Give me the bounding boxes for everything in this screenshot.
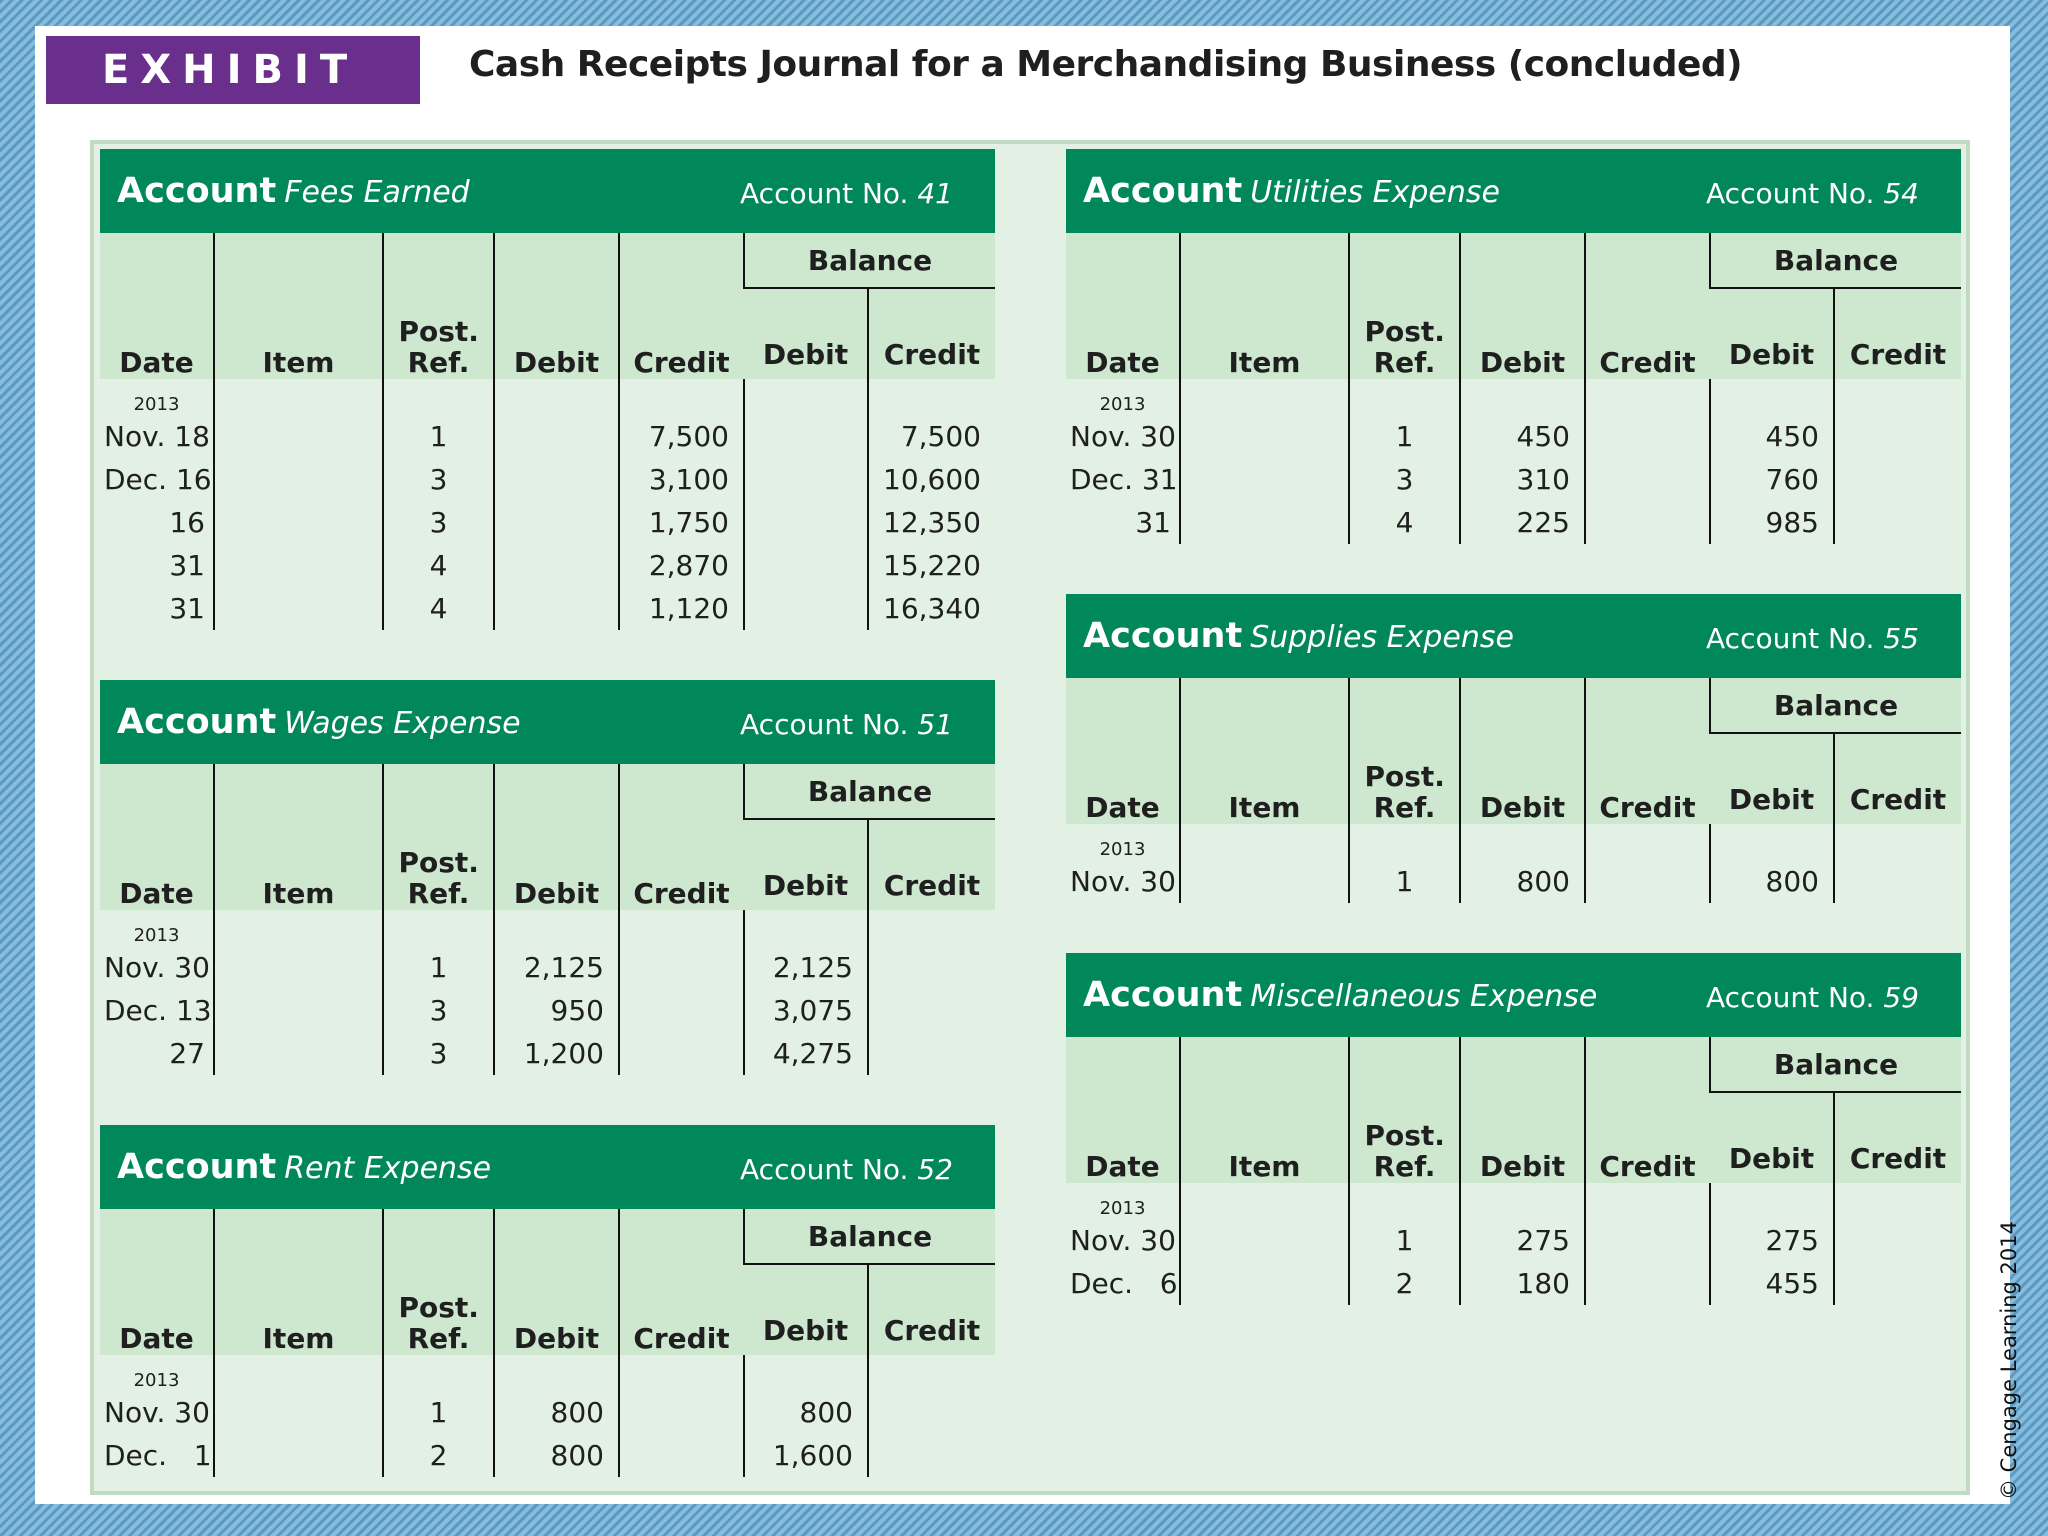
cell-debit: 800 — [1460, 860, 1585, 903]
cell-item — [214, 458, 383, 501]
exhibit-badge: EXHIBIT 5 — [46, 36, 420, 104]
ledger-account-51 — [100, 680, 995, 1075]
empty-cell — [1834, 379, 1961, 415]
col-item: Item — [214, 233, 383, 379]
cell-date: Nov. 30 — [104, 1396, 210, 1429]
empty-cell — [494, 379, 619, 415]
cell-item — [1180, 458, 1349, 501]
cell-item — [214, 1391, 383, 1434]
table-row — [1066, 860, 1961, 903]
col-date: Date — [100, 233, 214, 379]
cell-debit — [494, 501, 619, 544]
col-item: Item — [214, 1209, 383, 1355]
cell-post-ref: 2 — [1349, 1262, 1460, 1305]
cell-bal-debit: 4,275 — [744, 1032, 868, 1075]
cell-bal-credit — [868, 1391, 995, 1434]
account-number — [740, 177, 953, 210]
table-row — [100, 458, 995, 501]
cell-credit — [1585, 1262, 1710, 1305]
account-number-label: Account No. — [740, 708, 909, 741]
col-date: Date — [1066, 678, 1180, 824]
cell-bal-debit: 3,075 — [744, 989, 868, 1032]
cell-item — [1180, 415, 1349, 458]
empty-cell — [619, 910, 744, 946]
empty-cell — [1180, 824, 1349, 860]
empty-cell — [1834, 1183, 1961, 1219]
account-name: Supplies Expense — [1250, 620, 1514, 655]
col-item: Item — [1180, 678, 1349, 824]
ledger-header — [1066, 149, 1961, 233]
cell-debit: 450 — [1460, 415, 1585, 458]
account-name: Rent Expense — [284, 1151, 492, 1186]
empty-cell — [1460, 1183, 1585, 1219]
empty-cell — [868, 1355, 995, 1391]
col-balance-credit: Credit — [868, 819, 995, 910]
empty-cell — [1349, 1183, 1460, 1219]
ledger-title — [117, 702, 521, 742]
cell-date: Dec. 1 — [104, 1439, 212, 1472]
cell-post-ref: 3 — [383, 458, 494, 501]
empty-cell — [744, 379, 868, 415]
account-label: Account — [1083, 171, 1243, 211]
cell-bal-debit — [744, 587, 868, 630]
ledger-table — [100, 1209, 995, 1477]
cell-date: Nov. 30 — [1070, 865, 1176, 898]
cell-item — [214, 1032, 383, 1075]
empty-cell — [1180, 1183, 1349, 1219]
cell-bal-credit — [868, 989, 995, 1032]
account-number-label: Account No. — [740, 177, 909, 210]
cell-item — [214, 544, 383, 587]
cell-date: 31 — [1135, 506, 1171, 539]
cell-post-ref: 4 — [1349, 501, 1460, 544]
col-balance: Balance — [744, 233, 995, 288]
ledger-table — [1066, 1037, 1961, 1305]
account-number — [740, 708, 953, 741]
cell-bal-debit — [744, 458, 868, 501]
cell-credit — [1585, 860, 1710, 903]
year-row — [100, 379, 995, 415]
cell-debit: 180 — [1460, 1262, 1585, 1305]
account-number-label: Account No. — [1706, 981, 1875, 1014]
cell-bal-credit: 10,600 — [868, 458, 995, 501]
account-name: Utilities Expense — [1250, 175, 1500, 210]
empty-cell — [494, 910, 619, 946]
empty-cell — [1710, 1183, 1834, 1219]
empty-cell — [744, 910, 868, 946]
cell-bal-credit — [868, 1434, 995, 1477]
col-item: Item — [214, 764, 383, 910]
cell-post-ref: 4 — [383, 587, 494, 630]
empty-cell — [383, 1355, 494, 1391]
empty-cell — [1585, 1183, 1710, 1219]
post-ref-label: Post. Ref. — [1364, 315, 1445, 379]
empty-cell — [868, 379, 995, 415]
cell-bal-debit: 760 — [1710, 458, 1834, 501]
cell-date: Dec. 6 — [1070, 1267, 1178, 1300]
cell-debit: 275 — [1460, 1219, 1585, 1262]
empty-cell — [1585, 379, 1710, 415]
col-debit: Debit — [1460, 233, 1585, 379]
ledger-account-54 — [1066, 149, 1961, 544]
cell-credit — [1585, 501, 1710, 544]
empty-cell — [744, 1355, 868, 1391]
cell-item — [214, 501, 383, 544]
empty-cell — [1834, 824, 1961, 860]
account-number — [1706, 981, 1919, 1014]
cell-debit: 950 — [494, 989, 619, 1032]
table-row — [1066, 458, 1961, 501]
col-balance-credit: Credit — [1834, 733, 1961, 824]
cell-date: 16 — [169, 506, 205, 539]
cell-bal-debit — [744, 544, 868, 587]
account-number-value: 51 — [917, 708, 953, 741]
cell-date: Nov. 30 — [1070, 1224, 1176, 1257]
cell-debit — [494, 544, 619, 587]
col-credit: Credit — [619, 764, 744, 910]
empty-cell — [214, 379, 383, 415]
account-number — [1706, 177, 1919, 210]
cell-credit — [1585, 1219, 1710, 1262]
cell-date: Nov. 30 — [1070, 420, 1176, 453]
year-cell: 2013 — [1099, 394, 1146, 415]
cell-item — [214, 587, 383, 630]
col-date: Date — [1066, 233, 1180, 379]
col-post-ref — [383, 764, 494, 910]
cell-bal-credit — [1834, 860, 1961, 903]
ledger-account-41 — [100, 149, 995, 630]
col-credit: Credit — [1585, 1037, 1710, 1183]
table-row — [100, 501, 995, 544]
year-cell: 2013 — [1099, 839, 1146, 860]
table-row — [100, 1032, 995, 1075]
cell-post-ref: 3 — [1349, 458, 1460, 501]
year-cell: 2013 — [133, 925, 180, 946]
cell-bal-credit: 7,500 — [868, 415, 995, 458]
cell-post-ref: 1 — [383, 946, 494, 989]
account-name: Miscellaneous Expense — [1250, 979, 1598, 1014]
cell-bal-debit: 2,125 — [744, 946, 868, 989]
cell-bal-debit: 985 — [1710, 501, 1834, 544]
empty-cell — [214, 1355, 383, 1391]
col-balance: Balance — [1710, 233, 1961, 288]
cell-debit: 800 — [494, 1434, 619, 1477]
cell-post-ref: 1 — [1349, 415, 1460, 458]
ledger-title — [117, 171, 470, 211]
account-label: Account — [117, 1147, 277, 1187]
ledger-table — [1066, 678, 1961, 903]
year-cell: 2013 — [133, 1370, 180, 1391]
cell-item — [1180, 860, 1349, 903]
col-post-ref — [1349, 678, 1460, 824]
col-debit: Debit — [1460, 1037, 1585, 1183]
account-label: Account — [117, 702, 277, 742]
col-post-ref — [1349, 1037, 1460, 1183]
empty-cell — [1349, 824, 1460, 860]
ledger-account-59 — [1066, 953, 1961, 1305]
table-row — [1066, 415, 1961, 458]
account-number — [740, 1153, 953, 1186]
cell-date: Nov. 30 — [104, 951, 210, 984]
year-row — [1066, 824, 1961, 860]
account-number-value: 54 — [1883, 177, 1919, 210]
account-number-value: 55 — [1883, 622, 1919, 655]
cell-post-ref: 2 — [383, 1434, 494, 1477]
cell-item — [214, 946, 383, 989]
col-balance-debit: Debit — [1710, 288, 1834, 379]
table-row — [1066, 1262, 1961, 1305]
cell-post-ref: 3 — [383, 989, 494, 1032]
cell-debit: 225 — [1460, 501, 1585, 544]
cell-post-ref: 1 — [383, 415, 494, 458]
cell-debit — [494, 587, 619, 630]
col-balance-debit: Debit — [744, 819, 868, 910]
col-balance-credit: Credit — [868, 288, 995, 379]
account-label: Account — [1083, 975, 1243, 1015]
col-balance-debit: Debit — [1710, 1092, 1834, 1183]
cell-bal-credit — [1834, 1262, 1961, 1305]
account-number — [1706, 622, 1919, 655]
empty-cell — [383, 910, 494, 946]
col-post-ref — [383, 233, 494, 379]
cell-bal-debit: 455 — [1710, 1262, 1834, 1305]
empty-cell — [1180, 379, 1349, 415]
ledger-table — [100, 764, 995, 1075]
empty-cell — [383, 379, 494, 415]
cell-bal-credit: 12,350 — [868, 501, 995, 544]
cell-bal-debit — [744, 501, 868, 544]
cell-bal-debit: 1,600 — [744, 1434, 868, 1477]
cell-post-ref: 3 — [383, 501, 494, 544]
col-balance: Balance — [1710, 1037, 1961, 1092]
col-balance-credit: Credit — [1834, 1092, 1961, 1183]
cell-item — [214, 415, 383, 458]
cell-post-ref: 1 — [1349, 1219, 1460, 1262]
account-name: Fees Earned — [284, 175, 470, 210]
cell-credit — [619, 989, 744, 1032]
ledger-header — [1066, 953, 1961, 1037]
empty-cell — [1460, 379, 1585, 415]
ledger-title — [1083, 616, 1514, 656]
account-number-value: 52 — [917, 1153, 953, 1186]
year-row — [1066, 1183, 1961, 1219]
col-balance-debit: Debit — [744, 1264, 868, 1355]
year-cell: 2013 — [133, 394, 180, 415]
cell-date: Nov. 18 — [104, 420, 210, 453]
account-number-value: 41 — [917, 177, 953, 210]
ledger-table — [1066, 233, 1961, 544]
col-date: Date — [1066, 1037, 1180, 1183]
col-credit: Credit — [619, 233, 744, 379]
col-credit: Credit — [1585, 233, 1710, 379]
cell-debit: 800 — [494, 1391, 619, 1434]
col-balance: Balance — [744, 764, 995, 819]
cell-date: 31 — [169, 592, 205, 625]
col-credit: Credit — [1585, 678, 1710, 824]
ledger-header — [100, 149, 995, 233]
empty-cell — [1585, 824, 1710, 860]
cell-credit — [619, 1391, 744, 1434]
empty-cell — [868, 910, 995, 946]
col-balance: Balance — [1710, 678, 1961, 733]
ledger-table — [100, 233, 995, 630]
cell-debit — [494, 458, 619, 501]
col-post-ref — [383, 1209, 494, 1355]
cell-date: Dec. 16 — [104, 463, 212, 496]
col-date: Date — [100, 1209, 214, 1355]
exhibit-title: Cash Receipts Journal for a Merchandising Business (concluded) — [469, 44, 1743, 85]
cell-post-ref: 4 — [383, 544, 494, 587]
cell-credit — [1585, 458, 1710, 501]
cell-debit: 2,125 — [494, 946, 619, 989]
col-debit: Debit — [1460, 678, 1585, 824]
col-balance-credit: Credit — [868, 1264, 995, 1355]
table-row — [100, 544, 995, 587]
cell-bal-credit — [1834, 415, 1961, 458]
ledger-title — [1083, 975, 1597, 1015]
post-ref-label: Post. Ref. — [398, 315, 479, 379]
col-date: Date — [100, 764, 214, 910]
table-row — [100, 415, 995, 458]
ledger-account-52 — [100, 1125, 995, 1477]
account-label: Account — [117, 171, 277, 211]
account-number-label: Account No. — [1706, 177, 1875, 210]
cell-credit — [619, 1434, 744, 1477]
year-cell: 2013 — [1099, 1198, 1146, 1219]
ledger-header — [100, 680, 995, 764]
cell-bal-debit: 800 — [744, 1391, 868, 1434]
empty-cell — [619, 379, 744, 415]
col-balance: Balance — [744, 1209, 995, 1264]
table-row — [1066, 1219, 1961, 1262]
cell-bal-debit: 450 — [1710, 415, 1834, 458]
cell-credit: 1,750 — [619, 501, 744, 544]
account-number-value: 59 — [1883, 981, 1919, 1014]
cell-debit — [494, 415, 619, 458]
post-ref-label: Post. Ref. — [398, 846, 479, 910]
col-post-ref — [1349, 233, 1460, 379]
account-number-label: Account No. — [1706, 622, 1875, 655]
cell-bal-credit: 16,340 — [868, 587, 995, 630]
year-row — [100, 910, 995, 946]
table-row — [100, 946, 995, 989]
col-item: Item — [1180, 233, 1349, 379]
cell-post-ref: 1 — [383, 1391, 494, 1434]
empty-cell — [619, 1355, 744, 1391]
cell-item — [1180, 1219, 1349, 1262]
table-row — [100, 1434, 995, 1477]
col-debit: Debit — [494, 764, 619, 910]
cell-credit: 7,500 — [619, 415, 744, 458]
empty-cell — [214, 910, 383, 946]
cell-credit: 3,100 — [619, 458, 744, 501]
cell-bal-debit: 275 — [1710, 1219, 1834, 1262]
year-row — [1066, 379, 1961, 415]
account-label: Account — [1083, 616, 1243, 656]
cell-post-ref: 3 — [383, 1032, 494, 1075]
empty-cell — [1460, 824, 1585, 860]
cell-debit: 310 — [1460, 458, 1585, 501]
empty-cell — [1710, 824, 1834, 860]
cell-item — [214, 989, 383, 1032]
year-row — [100, 1355, 995, 1391]
cell-date: 31 — [169, 549, 205, 582]
col-debit: Debit — [494, 1209, 619, 1355]
empty-cell — [494, 1355, 619, 1391]
cell-bal-credit — [868, 1032, 995, 1075]
cell-bal-credit: 15,220 — [868, 544, 995, 587]
cell-bal-credit — [1834, 458, 1961, 501]
cell-bal-credit — [1834, 1219, 1961, 1262]
empty-cell — [1349, 379, 1460, 415]
ledger-header — [1066, 594, 1961, 678]
ledger-title — [1083, 171, 1500, 211]
col-balance-debit: Debit — [744, 288, 868, 379]
account-name: Wages Expense — [284, 706, 521, 741]
cell-debit: 1,200 — [494, 1032, 619, 1075]
col-debit: Debit — [494, 233, 619, 379]
cell-date: 27 — [169, 1037, 205, 1070]
cell-post-ref: 1 — [1349, 860, 1460, 903]
cell-credit — [619, 946, 744, 989]
ledger-title — [117, 1147, 491, 1187]
cell-credit — [1585, 415, 1710, 458]
ledger-account-55 — [1066, 594, 1961, 903]
cell-bal-debit — [744, 415, 868, 458]
post-ref-label: Post. Ref. — [398, 1291, 479, 1355]
ledger-header — [100, 1125, 995, 1209]
table-row — [100, 989, 995, 1032]
cell-credit — [619, 1032, 744, 1075]
cell-date: Dec. 13 — [104, 994, 212, 1027]
table-row — [100, 1391, 995, 1434]
cell-bal-credit — [1834, 501, 1961, 544]
cell-credit: 1,120 — [619, 587, 744, 630]
col-credit: Credit — [619, 1209, 744, 1355]
cell-item — [1180, 1262, 1349, 1305]
post-ref-label: Post. Ref. — [1364, 760, 1445, 824]
col-balance-credit: Credit — [1834, 288, 1961, 379]
cell-item — [214, 1434, 383, 1477]
account-number-label: Account No. — [740, 1153, 909, 1186]
cell-credit: 2,870 — [619, 544, 744, 587]
table-row — [100, 587, 995, 630]
post-ref-label: Post. Ref. — [1364, 1119, 1445, 1183]
empty-cell — [1710, 379, 1834, 415]
cell-date: Dec. 31 — [1070, 463, 1178, 496]
cell-item — [1180, 501, 1349, 544]
copyright-notice: © Cengage Learning 2014 — [1997, 1221, 2021, 1500]
cell-bal-credit — [868, 946, 995, 989]
col-balance-debit: Debit — [1710, 733, 1834, 824]
cell-bal-debit: 800 — [1710, 860, 1834, 903]
table-row — [1066, 501, 1961, 544]
col-item: Item — [1180, 1037, 1349, 1183]
